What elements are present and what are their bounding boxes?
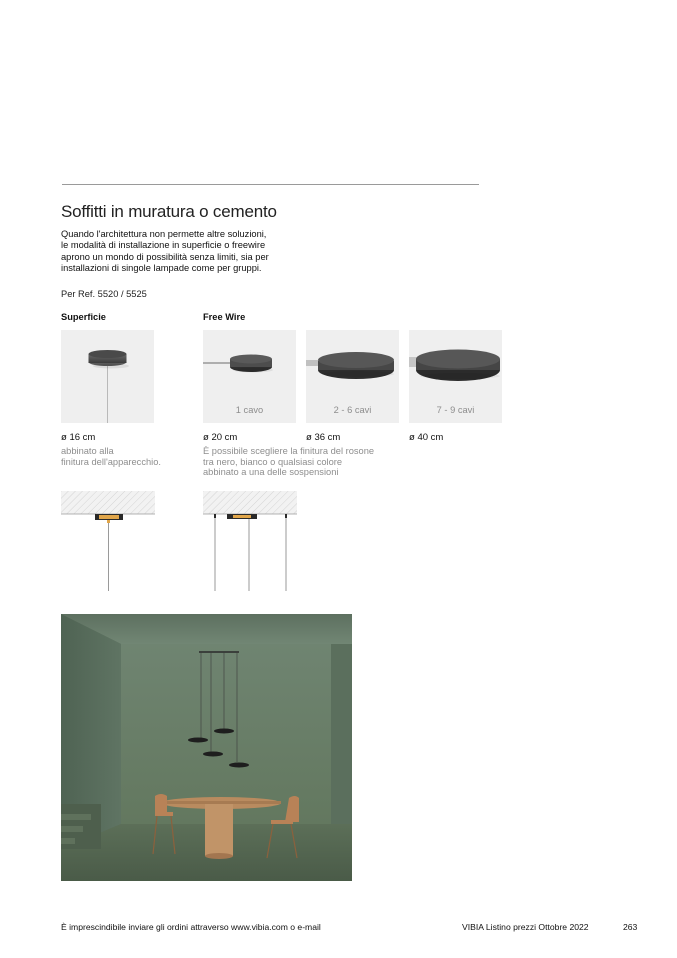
product-image-freewire-1	[203, 330, 296, 423]
note-line: abbinato a una delle sospensioni	[203, 467, 339, 478]
note-line: tra nero, bianco o qualsiasi colore	[203, 456, 343, 467]
footer-catalog-title: VIBIA Listino prezzi Ottobre 2022	[462, 922, 589, 932]
product-image-freewire-7-9	[409, 330, 502, 423]
interior-photo	[61, 614, 352, 881]
intro-line: Quando l'architettura non permette altre soluzioni,	[61, 229, 267, 239]
dimension-label: ø 36 cm	[306, 432, 341, 443]
dimension-label: ø 20 cm	[203, 432, 238, 443]
freewire-section-drawing	[203, 491, 298, 592]
freewire-finish-note	[203, 446, 374, 478]
dimension-label: ø 16 cm	[61, 432, 96, 443]
intro-line: installazioni di singole lampade come per gruppi.	[61, 263, 262, 274]
page-title: Soffitti in muratura o cemento	[61, 202, 277, 221]
tile-caption: 1 cavo	[235, 405, 264, 415]
page-number: 263	[623, 922, 638, 932]
freewire-label: Free Wire	[203, 312, 246, 322]
product-image-surface-rose	[61, 330, 154, 423]
product-image-freewire-2-6	[306, 330, 399, 423]
note-line: È possibile scegliere la finitura del rosone	[203, 446, 375, 456]
footer-order-note: È imprescindibile inviare gli ordini attraverso www.vibia.com o e-mail	[61, 922, 321, 932]
interior-scene-illustration	[61, 614, 352, 881]
section-divider	[62, 184, 479, 185]
note-line: finitura dell'apparecchio.	[61, 456, 161, 467]
tile-caption: 2 - 6 cavi	[333, 405, 372, 415]
intro-line: aprono un mondo di possibilità senza limiti, sia per	[61, 251, 269, 262]
surface-finish-note	[61, 446, 161, 467]
tile-caption: 7 - 9 cavi	[436, 405, 475, 415]
reference-code: Per Ref. 5520 / 5525	[61, 289, 147, 299]
surface-mount-section-drawing	[61, 491, 156, 592]
dimension-label: ø 40 cm	[409, 432, 444, 443]
intro-paragraph	[61, 229, 311, 275]
surface-label: Superficie	[61, 312, 106, 322]
note-line: abbinato alla	[61, 446, 114, 456]
surface-rose-illustration	[61, 330, 154, 423]
intro-line: le modalità di installazione in superficie o freewire	[61, 240, 266, 251]
